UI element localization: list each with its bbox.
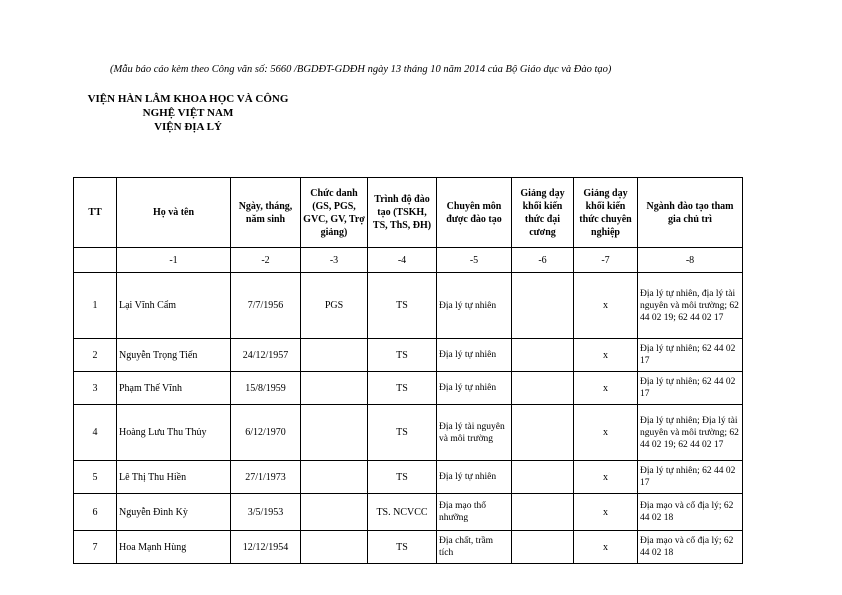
header-major: Chuyên môn được đào tạo (437, 178, 512, 248)
org-line-2: NGHỆ VIỆT NAM (142, 107, 234, 119)
training-field: Địa lý tự nhiên; Địa lý tài nguyên và môi trường; 62 44 02 19; 62 44 02 17 (638, 405, 743, 461)
specialization: Địa lý tự nhiên (437, 273, 512, 339)
professional-teaching: x (574, 461, 638, 494)
academic-title (301, 405, 368, 461)
header-degree: Trình độ đào tạo (TSKH, TS, ThS, ĐH) (368, 178, 437, 248)
training-field: Địa mạo và cổ địa lý; 62 44 02 18 (638, 531, 743, 564)
staff-name: Lại Vĩnh Cẩm (117, 273, 231, 339)
date-of-birth: 6/12/1970 (231, 405, 301, 461)
degree: TS (368, 339, 437, 372)
date-of-birth: 24/12/1957 (231, 339, 301, 372)
specialization: Địa lý tài nguyên và môi trường (437, 405, 512, 461)
column-number (74, 248, 117, 273)
general-teaching (512, 531, 574, 564)
degree: TS (368, 273, 437, 339)
professional-teaching: x (574, 339, 638, 372)
training-field: Địa mạo và cổ địa lý; 62 44 02 18 (638, 494, 743, 531)
header-row (74, 178, 743, 248)
header-dob: Ngày, tháng, năm sinh (231, 178, 301, 248)
table-row (74, 531, 743, 564)
degree: TS (368, 405, 437, 461)
specialization: Địa lý tự nhiên (437, 372, 512, 405)
professional-teaching: x (574, 372, 638, 405)
academic-title (301, 494, 368, 531)
row-number: 1 (74, 273, 117, 339)
training-field: Địa lý tự nhiên; 62 44 02 17 (638, 461, 743, 494)
row-number: 3 (74, 372, 117, 405)
staff-table (73, 177, 743, 564)
header-tt: TT (74, 178, 117, 248)
date-of-birth: 3/5/1953 (231, 494, 301, 531)
training-field: Địa lý tự nhiên, địa lý tài nguyên và môi trường; 62 44 02 19; 62 44 02 17 (638, 273, 743, 339)
general-teaching (512, 273, 574, 339)
table-row (74, 461, 743, 494)
academic-title (301, 339, 368, 372)
specialization: Địa lý tự nhiên (437, 461, 512, 494)
column-number: -5 (437, 248, 512, 273)
staff-name: Nguyễn Đình Kỳ (117, 494, 231, 531)
general-teaching (512, 339, 574, 372)
row-number: 2 (74, 339, 117, 372)
general-teaching (512, 405, 574, 461)
academic-title (301, 531, 368, 564)
staff-name: Nguyễn Trọng Tiến (117, 339, 231, 372)
column-number: -6 (512, 248, 574, 273)
professional-teaching: x (574, 273, 638, 339)
degree: TS (368, 461, 437, 494)
date-of-birth: 12/12/1954 (231, 531, 301, 564)
staff-name: Hoa Mạnh Hùng (117, 531, 231, 564)
academic-title: PGS (301, 273, 368, 339)
column-number: -2 (231, 248, 301, 273)
staff-name: Lê Thị Thu Hiền (117, 461, 231, 494)
academic-title (301, 372, 368, 405)
column-number: -4 (368, 248, 437, 273)
training-field: Địa lý tự nhiên; 62 44 02 17 (638, 339, 743, 372)
date-of-birth: 15/8/1959 (231, 372, 301, 405)
degree: TS. NCVCC (368, 494, 437, 531)
column-number: -7 (574, 248, 638, 273)
header-name: Họ và tên (117, 178, 231, 248)
header-general: Giảng dạy khối kiến thức đại cương (512, 178, 574, 248)
staff-name: Phạm Thế Vĩnh (117, 372, 231, 405)
row-number: 4 (74, 405, 117, 461)
degree: TS (368, 372, 437, 405)
professional-teaching: x (574, 531, 638, 564)
organization-heading (78, 92, 298, 134)
date-of-birth: 7/7/1956 (231, 273, 301, 339)
specialization: Địa lý tự nhiên (437, 339, 512, 372)
general-teaching (512, 461, 574, 494)
document-note: (Mẫu báo cáo kèm theo Công văn số: 5660 /BGDĐT-GDĐH ngày 13 tháng 10 năm 2014 của Bộ Giáo dục và Đào tạo) (110, 64, 612, 75)
specialization: Địa mạo thổ nhưỡng (437, 494, 512, 531)
table-row (74, 372, 743, 405)
general-teaching (512, 372, 574, 405)
table-row (74, 405, 743, 461)
row-number: 6 (74, 494, 117, 531)
table-row (74, 494, 743, 531)
academic-title (301, 461, 368, 494)
org-line-3: VIỆN ĐỊA LÝ (154, 121, 222, 133)
column-number: -1 (117, 248, 231, 273)
org-line-1: VIỆN HÀN LÂM KHOA HỌC VÀ CÔNG (87, 93, 289, 105)
professional-teaching: x (574, 494, 638, 531)
header-field: Ngành đào tạo tham gia chủ trì (638, 178, 743, 248)
table-row (74, 339, 743, 372)
general-teaching (512, 494, 574, 531)
degree: TS (368, 531, 437, 564)
professional-teaching: x (574, 405, 638, 461)
row-number: 7 (74, 531, 117, 564)
staff-name: Hoàng Lưu Thu Thủy (117, 405, 231, 461)
column-number: -8 (638, 248, 743, 273)
table-row (74, 273, 743, 339)
header-title: Chức danh (GS, PGS, GVC, GV, Trợ giảng) (301, 178, 368, 248)
date-of-birth: 27/1/1973 (231, 461, 301, 494)
column-number: -3 (301, 248, 368, 273)
header-prof: Giảng dạy khối kiến thức chuyên nghiệp (574, 178, 638, 248)
training-field: Địa lý tự nhiên; 62 44 02 17 (638, 372, 743, 405)
row-number: 5 (74, 461, 117, 494)
column-number-row (74, 248, 743, 273)
specialization: Địa chất, trầm tích (437, 531, 512, 564)
